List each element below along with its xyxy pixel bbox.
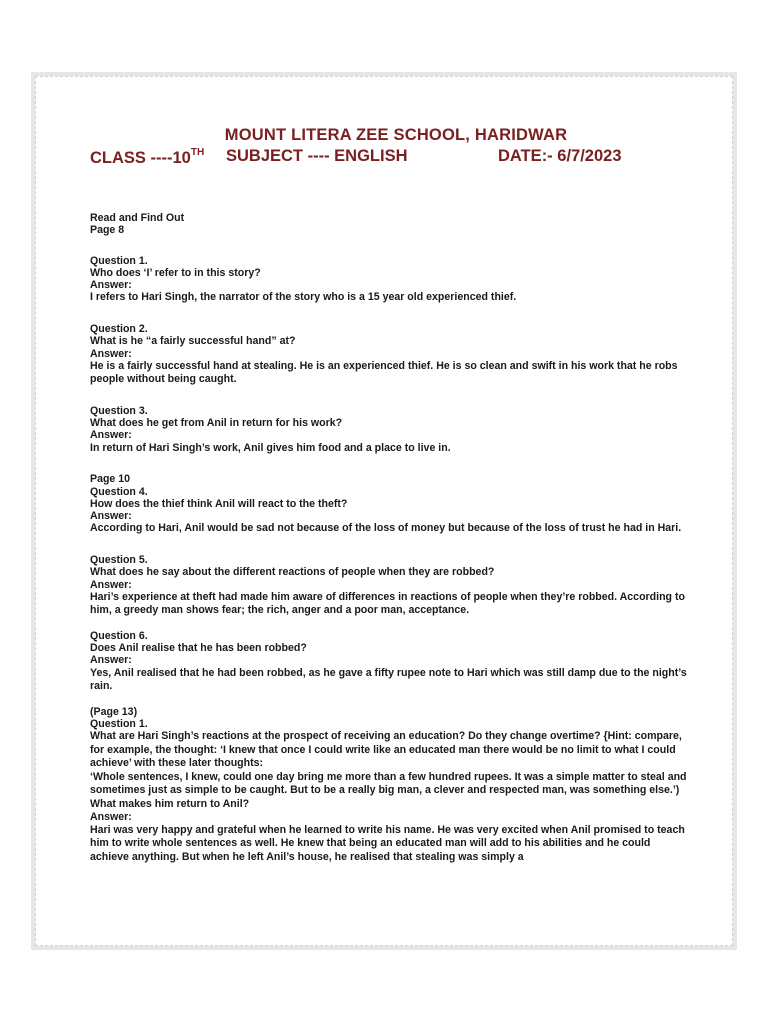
question-label: Question 6. xyxy=(90,629,148,642)
answer-label: Answer: xyxy=(90,654,132,667)
question-text: Who does ‘I’ refer to in this story? xyxy=(90,266,261,279)
answer-label: Answer: xyxy=(90,429,132,442)
answer-label: Answer: xyxy=(90,510,132,523)
qa-block xyxy=(90,473,690,536)
document-header xyxy=(0,126,768,169)
qa-block xyxy=(90,323,690,387)
page-ref: (Page 13) xyxy=(90,705,138,718)
class-info-line xyxy=(0,147,768,169)
question-label: Question 1. xyxy=(90,718,148,731)
answer-label: Answer: xyxy=(90,811,132,824)
answer-text: He is a fairly successful hand at stealing. He is an experienced thief. He is so clean and swift in his work that he robs people without being caught. xyxy=(90,359,681,386)
answer-text: Yes, Anil realised that he had been robbed, as he gave a fifty rupee note to Hari which was still damp due to the night’s rain. xyxy=(90,666,690,693)
question-label: Question 1. xyxy=(90,254,148,267)
page-ref: Page 10 xyxy=(90,473,131,486)
school-name: MOUNT LITERA ZEE SCHOOL, HARIDWAR xyxy=(224,126,568,144)
qa-block xyxy=(90,255,690,305)
question-text: How does the thief think Anil will react to the theft? xyxy=(90,497,348,510)
answer-text: Hari was very happy and grateful when he learned to write his name. He was very excited when Anil promised to teach him to write whole sentences as well. He knew that being an educated man will add to his abilities and he could achieve anything. But when he left Anil’s house, he realised that stealing was simply a xyxy=(90,823,688,863)
answer-text: According to Hari, Anil would be sad not because of the loss of money but because of the loss of trust he had in Hari. xyxy=(90,522,682,535)
question-label: Question 2. xyxy=(90,322,148,335)
subject-label: SUBJECT ---- ENGLISH xyxy=(226,147,408,165)
qa-block xyxy=(90,630,690,694)
question-label: Question 4. xyxy=(90,485,148,498)
section-title: Read and Find Out xyxy=(90,212,185,224)
question-text: What does he say about the different reactions of people when they are robbed? xyxy=(90,566,495,579)
qa-block xyxy=(90,554,690,618)
question-label: Question 3. xyxy=(90,404,148,417)
question-label: Question 5. xyxy=(90,553,148,566)
answer-text: In return of Hari Singh’s work, Anil gives him food and a place to live in. xyxy=(90,441,451,454)
answer-label: Answer: xyxy=(90,279,132,292)
class-text: CLASS ----10 xyxy=(90,149,191,167)
qa-block xyxy=(90,706,690,864)
question-text: Does Anil realise that he has been robbed? xyxy=(90,642,307,655)
date-label: DATE:- 6/7/2023 xyxy=(498,147,622,165)
qa-block xyxy=(90,405,690,455)
question-text: What is he “a fairly successful hand” at? xyxy=(90,335,296,348)
class-label xyxy=(90,147,204,168)
class-superscript: TH xyxy=(190,147,205,158)
answer-label: Answer: xyxy=(90,578,132,591)
page-ref: Page 8 xyxy=(90,224,125,237)
answer-text: Hari’s experience at theft had made him aware of differences in reactions of people when they’re robbed. According to him, a greedy man shows fear; the rich, anger and a poor man, acceptance. xyxy=(90,590,688,617)
answer-text: I refers to Hari Singh, the narrator of the story who is a 15 year old experienced thief. xyxy=(90,291,517,304)
question-text: What are Hari Singh’s reactions at the prospect of receiving an education? Do they change overtime? {Hint: compare, for example, the thought: ‘I knew that once I could write like an educated man there would be no limit to what I could achieve’ with these later thoughts: ‘Whole sentences, I knew, could one day bring me more than a few hundred rupees. It was a simple matter to steal and sometimes just as simple to be caught. But to be a really big man, a clever and respected man, was something else.’) What makes him return to Anil? xyxy=(90,730,687,810)
document-body xyxy=(90,212,690,864)
question-text: What does he get from Anil in return for his work? xyxy=(90,417,343,430)
answer-label: Answer: xyxy=(90,347,132,360)
